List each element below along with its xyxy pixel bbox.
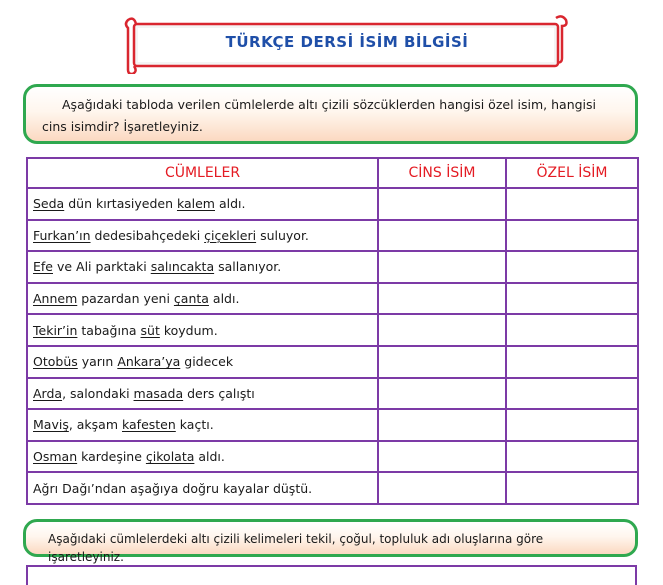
proper-noun-check-cell[interactable] (506, 378, 638, 410)
header-sentences: CÜMLELER (27, 158, 378, 188)
sentence-cell (27, 220, 378, 252)
underlined-word: masada (133, 385, 184, 401)
underlined-word: Efe (33, 259, 53, 275)
instruction-box-2 (23, 519, 638, 564)
underlined-word: Tekir’in (33, 322, 78, 338)
sentence-cell (27, 314, 378, 346)
underlined-word: Arda (33, 385, 63, 401)
common-noun-check-cell[interactable] (378, 251, 506, 283)
sentence-text: gidecek (180, 354, 234, 370)
table-row (27, 441, 638, 473)
header-proper-noun: ÖZEL İSİM (506, 158, 638, 188)
instruction-box-1 (23, 84, 638, 144)
proper-noun-check-cell[interactable] (506, 472, 638, 504)
common-noun-check-cell[interactable] (378, 220, 506, 252)
underlined-word: Osman (33, 449, 78, 465)
underlined-word: Ankara’ya (117, 354, 181, 370)
proper-noun-check-cell[interactable] (506, 220, 638, 252)
common-noun-check-cell[interactable] (378, 472, 506, 504)
sentence-text: Ağrı Dağı’ndan aşağıya doğru kayalar düştü. (33, 480, 313, 496)
underlined-word: Seda (33, 196, 65, 212)
proper-noun-check-cell[interactable] (506, 188, 638, 220)
sentence-text: kaçtı. (175, 417, 214, 433)
instruction-text-2: Aşağıdaki cümlelerdeki altı çizili kelimeleri tekil, çoğul, topluluk adı oluşlarına göre işaretleyiniz. (48, 532, 544, 564)
proper-noun-check-cell[interactable] (506, 346, 638, 378)
underlined-word: Annem (33, 291, 78, 307)
sentence-text: suluyor. (256, 227, 309, 243)
instruction-text-1: Aşağıdaki tabloda verilen cümlelerde altı çizili sözcüklerden hangisi özel isim, hangisi cins isimdir? İşaretleyiniz. (42, 97, 597, 134)
noun-classification-table (26, 157, 639, 505)
sentence-text: , akşam (68, 417, 122, 433)
proper-noun-check-cell[interactable] (506, 283, 638, 315)
sentence-text: aldı. (208, 291, 240, 307)
table-row (27, 220, 638, 252)
sentence-text: tabağına (77, 322, 141, 338)
underlined-word: salıncakta (150, 259, 215, 275)
sentence-text: yarın (77, 354, 118, 370)
table-row (27, 283, 638, 315)
underlined-word: çiçekleri (204, 227, 257, 243)
underlined-word: Furkan’ın (33, 227, 91, 243)
underlined-word: süt (140, 322, 160, 338)
second-table-partial (26, 565, 637, 585)
sentence-text: koydum. (159, 322, 218, 338)
sentence-cell (27, 378, 378, 410)
table-row (27, 409, 638, 441)
sentence-text: sallanıyor. (214, 259, 282, 275)
table-row (27, 188, 638, 220)
sentence-cell (27, 472, 378, 504)
table-row (27, 378, 638, 410)
common-noun-check-cell[interactable] (378, 188, 506, 220)
sentence-text: dedesibahçedeki (90, 227, 205, 243)
table-row (27, 251, 638, 283)
underlined-word: Otobüs (33, 354, 78, 370)
common-noun-check-cell[interactable] (378, 314, 506, 346)
underlined-word: çanta (173, 291, 209, 307)
table-row (27, 314, 638, 346)
proper-noun-check-cell[interactable] (506, 251, 638, 283)
sentence-text: , salondaki (62, 385, 134, 401)
underlined-word: Maviş (33, 417, 69, 433)
table-row (27, 346, 638, 378)
sentence-text: dün kırtasiyeden (64, 196, 177, 212)
common-noun-check-cell[interactable] (378, 409, 506, 441)
common-noun-check-cell[interactable] (378, 441, 506, 473)
common-noun-check-cell[interactable] (378, 283, 506, 315)
header-common-noun: CİNS İSİM (378, 158, 506, 188)
title-banner (122, 14, 570, 74)
underlined-word: kalem (176, 196, 215, 212)
proper-noun-check-cell[interactable] (506, 409, 638, 441)
sentence-cell (27, 251, 378, 283)
common-noun-check-cell[interactable] (378, 346, 506, 378)
sentence-cell (27, 346, 378, 378)
underlined-word: kafesten (122, 417, 176, 433)
sentence-text: ve Ali parktaki (53, 259, 151, 275)
sentence-cell (27, 283, 378, 315)
sentence-cell (27, 188, 378, 220)
sentence-cell (27, 441, 378, 473)
table-row (27, 472, 638, 504)
table-header-row (27, 158, 638, 188)
sentence-text: kardeşine (77, 449, 146, 465)
sentence-text: ders çalıştı (183, 385, 255, 401)
sentence-text: aldı. (215, 196, 246, 212)
sentence-cell (27, 409, 378, 441)
underlined-word: çikolata (145, 449, 195, 465)
proper-noun-check-cell[interactable] (506, 314, 638, 346)
proper-noun-check-cell[interactable] (506, 441, 638, 473)
page-title: TÜRKÇE DERSİ İSİM BİLGİSİ (225, 33, 469, 51)
common-noun-check-cell[interactable] (378, 378, 506, 410)
sentence-text: aldı. (194, 449, 225, 465)
sentence-text: pazardan yeni (77, 291, 174, 307)
